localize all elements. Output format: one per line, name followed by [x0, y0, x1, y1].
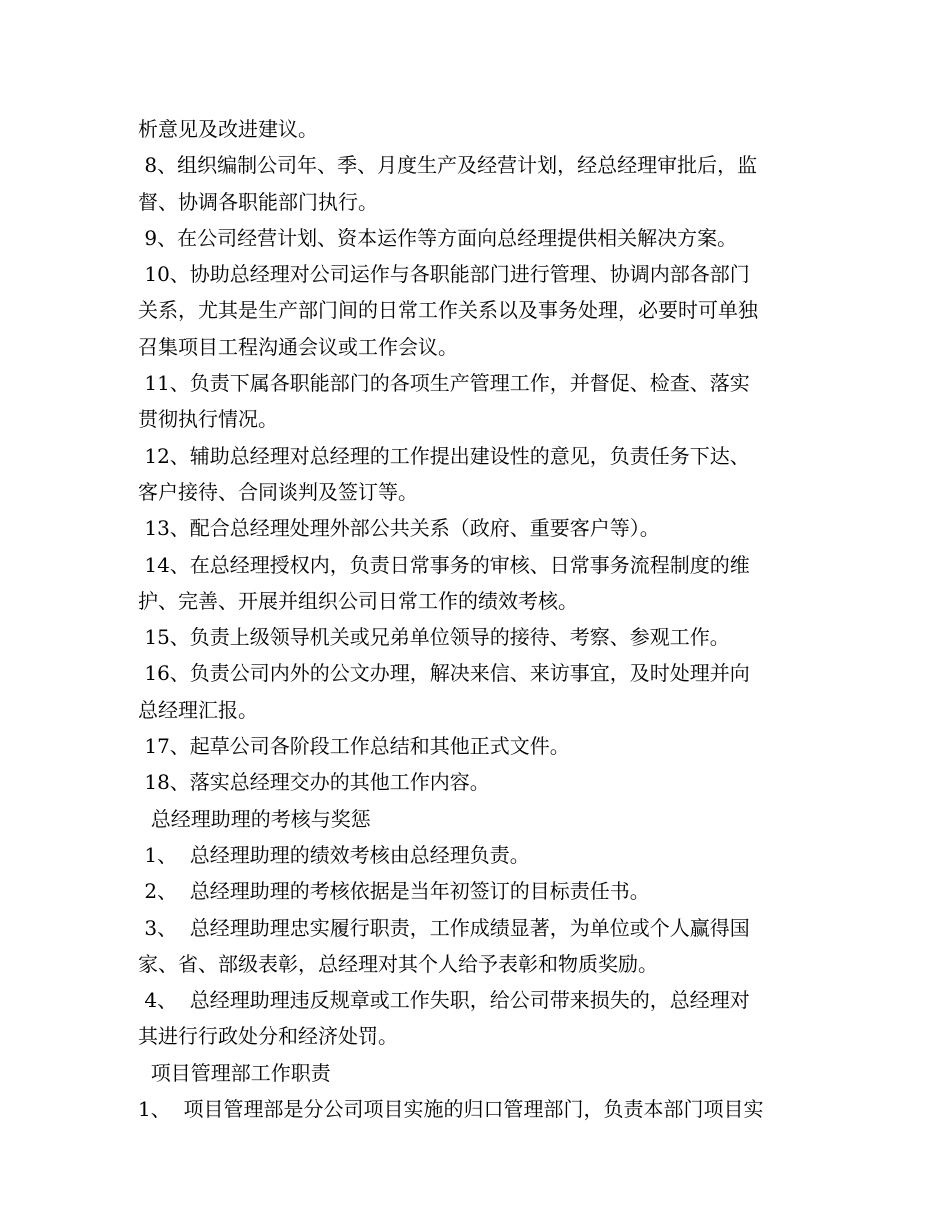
- text-line: 10、协助总经理对公司运作与各职能部门进行管理、协调内部各部门: [138, 262, 750, 287]
- text-line: 4、 总经理助理违反规章或工作失职，给公司带来损失的，总经理对: [138, 988, 750, 1013]
- text-line: 8、组织编制公司年、季、月度生产及经营计划，经总经理审批后，监: [138, 153, 758, 178]
- text-line: 护、完善、开展并组织公司日常工作的绩效考核。: [138, 588, 578, 613]
- text-line: 督、协调各职能部门执行。: [138, 189, 378, 214]
- text-line: 2、 总经理助理的考核依据是当年初签订的目标责任书。: [138, 879, 650, 904]
- text-line: 贯彻执行情况。: [138, 407, 278, 432]
- text-line: 1、 总经理助理的绩效考核由总经理负责。: [138, 842, 530, 867]
- text-line: 11、负责下属各职能部门的各项生产管理工作，并督促、检查、落实: [138, 371, 750, 396]
- text-line: 16、负责公司内外的公文办理，解决来信、来访事宜，及时处理并向: [138, 661, 750, 686]
- text-line: 家、省、部级表彰，总经理对其个人给予表彰和物质奖励。: [138, 951, 658, 976]
- text-line: 9、在公司经营计划、资本运作等方面向总经理提供相关解决方案。: [138, 225, 738, 250]
- text-line: 1、 项目管理部是分公司项目实施的归口管理部门，负责本部门项目实: [138, 1097, 764, 1122]
- text-line: 3、 总经理助理忠实履行职责，工作成绩显著，为单位或个人赢得国: [138, 915, 750, 940]
- text-line: 15、负责上级领导机关或兄弟单位领导的接待、考察、参观工作。: [138, 625, 730, 650]
- text-line: 总经理汇报。: [138, 697, 258, 722]
- text-line: 14、在总经理授权内，负责日常事务的审核、日常事务流程制度的维: [138, 552, 750, 577]
- text-line: 17、起草公司各阶段工作总结和其他正式文件。: [138, 734, 570, 759]
- text-line: 客户接待、合同谈判及签订等。: [138, 479, 418, 504]
- document-page: [138, 111, 814, 1127]
- text-line: 召集项目工程沟通会议或工作会议。: [138, 334, 458, 359]
- text-line: 12、辅助总经理对总经理的工作提出建设性的意见，负责任务下达、: [138, 443, 750, 468]
- section-heading: 总经理助理的考核与奖惩: [138, 806, 371, 831]
- text-line: 其进行行政处分和经济处罚。: [138, 1024, 398, 1049]
- text-line: 13、配合总经理处理外部公共关系（政府、重要客户等）。: [138, 516, 660, 541]
- text-line: 18、落实总经理交办的其他工作内容。: [138, 770, 490, 795]
- text-line: 关系，尤其是生产部门间的日常工作关系以及事务处理，必要时可单独: [138, 298, 758, 323]
- text-line: 析意见及改进建议。: [138, 117, 318, 141]
- section-heading: 项目管理部工作职责: [138, 1060, 331, 1085]
